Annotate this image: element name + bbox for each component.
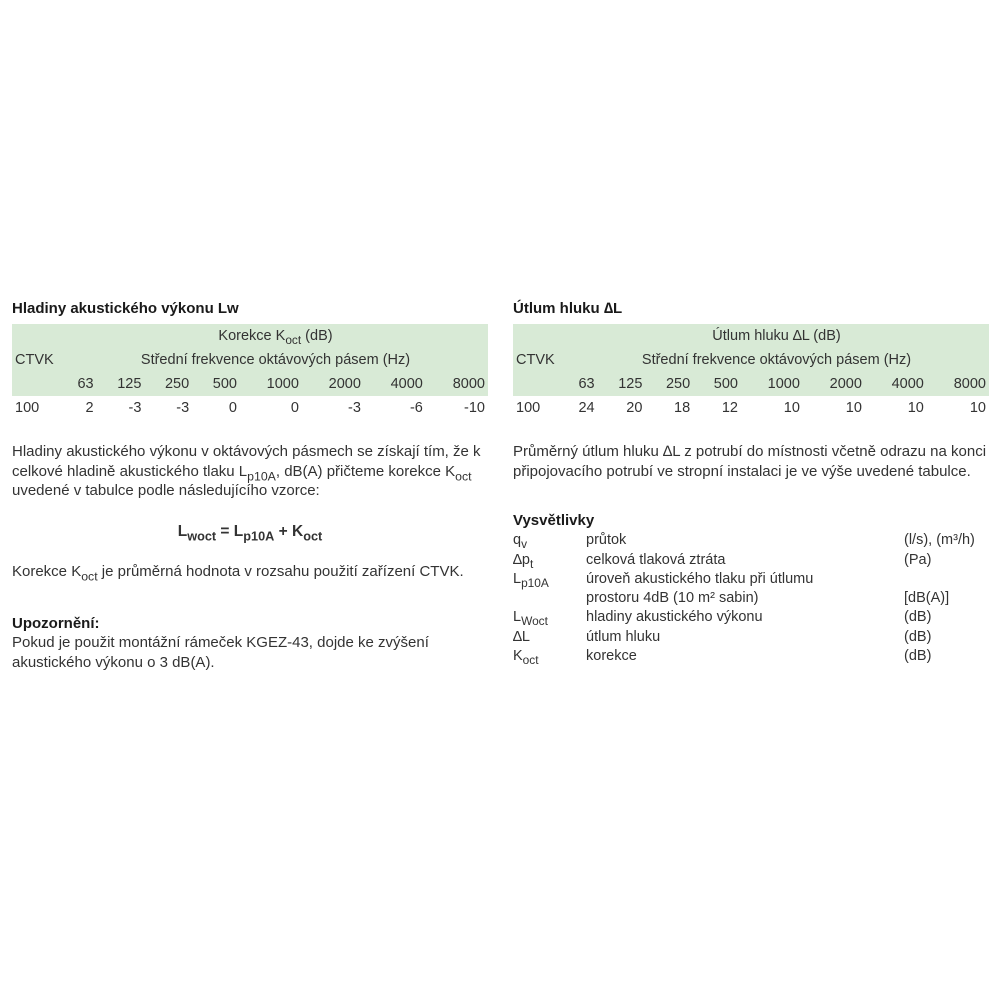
warning-title: Upozornění: — [12, 614, 100, 632]
attenuation-paragraph: Průměrný útlum hluku ∆L z potrubí do místnosti včetně odrazu na konci připojovacího potrubí ve stropní instalaci je ve výše uvedené tabulce. — [513, 443, 987, 480]
legend-text: průtok — [586, 532, 627, 549]
legend-symbol: $\Delta p_t$ — [513, 551, 534, 571]
section-title: Útlum hluku ∆L — [513, 300, 623, 317]
correction-note: Korekce $K_{oct}$ je průměrná hodnota v rozsahu použití zařízení CTVK. — [12, 563, 464, 584]
table-header-correction: Korekce $K_{oct}$ (dB) — [63, 324, 488, 348]
legend-table — [513, 530, 975, 668]
legend-unit: (dB) — [904, 648, 932, 665]
value-cell: 20 — [626, 400, 643, 416]
freq-cell: 250 — [645, 372, 693, 396]
value-cell: 10 — [969, 400, 986, 416]
correction-table — [12, 324, 488, 420]
legend-row — [513, 607, 975, 626]
table-header-attenuation: Útlum hluku ∆L (dB) — [564, 324, 989, 348]
freq-cell: 2000 — [302, 372, 364, 396]
value-cell: -6 — [409, 400, 423, 416]
legend-row — [513, 626, 975, 645]
freq-cell: 63 — [63, 372, 97, 396]
legend-row — [513, 569, 975, 588]
legend-row — [513, 549, 975, 568]
freq-cell: 125 — [598, 372, 646, 396]
attenuation-table — [513, 324, 989, 420]
freq-cell: 8000 — [426, 372, 488, 396]
warning-text: Pokud je použit montážní rámeček KGEZ-43, dojde ke zvýšení akustického výkonu o 3 dB(A). — [12, 634, 429, 671]
legend-symbol: $K_{oct}$ — [513, 648, 539, 668]
legend-text: prostoru 4dB (10 m² sabin) — [586, 590, 759, 607]
value-cell: -10 — [464, 400, 485, 416]
formula: $L_{woct} = L_{p10A} + K_{oct}$ — [177, 522, 323, 543]
value-cell: 0 — [290, 400, 299, 416]
legend-row — [513, 588, 975, 607]
freq-cell: 500 — [693, 372, 741, 396]
freq-cell: 4000 — [865, 372, 927, 396]
value-cell: 10 — [783, 400, 800, 416]
legend-unit: (dB) — [904, 628, 932, 645]
sound-power-section — [12, 298, 488, 672]
legend-row — [513, 530, 975, 549]
freq-cell: 4000 — [364, 372, 426, 396]
value-cell: -3 — [348, 400, 361, 416]
freq-cell: 1000 — [741, 372, 803, 396]
freq-cell: 8000 — [927, 372, 989, 396]
table-header-frequency: Střední frekvence oktávových pásem (Hz) — [63, 348, 488, 372]
table-header-frequency: Střední frekvence oktávových pásem (Hz) — [564, 348, 989, 372]
legend-text: úroveň akustického tlaku při útlumu — [586, 570, 814, 587]
legend-unit: (dB) — [904, 609, 932, 626]
section-title: Hladiny akustického výkonu Lw — [12, 300, 239, 317]
legend-text: útlum hluku — [586, 628, 661, 645]
warning-block — [12, 614, 488, 673]
legend-unit — [904, 569, 975, 588]
value-cell: -3 — [128, 400, 142, 416]
legend-unit: [dB(A)] — [904, 590, 950, 607]
intro-paragraph: Hladiny akustického výkonu v oktávových pásmech se získají tím, že k celkové hladině akustického tlaku $L_{p10A}$, dB(A) přičteme korekce $K_{oct}$ uvedené v tabulce podle následujícího vzorce: — [12, 443, 481, 499]
legend-unit: (l/s), (m³/h) — [904, 532, 975, 549]
legend-text: korekce — [586, 648, 637, 665]
freq-cell: 500 — [192, 372, 240, 396]
freq-cell: 125 — [97, 372, 145, 396]
value-cell: -3 — [176, 400, 190, 416]
noise-attenuation-section — [513, 298, 989, 668]
value-cell: 18 — [674, 400, 691, 416]
legend-symbol: $L_{p10A}$ — [513, 570, 549, 591]
value-cell: 12 — [721, 400, 738, 416]
legend-symbol: $L_{Woct}$ — [513, 609, 548, 629]
freq-cell: 63 — [564, 372, 598, 396]
freq-cell: 250 — [144, 372, 192, 396]
freq-cell: 1000 — [240, 372, 302, 396]
freq-cell: 2000 — [803, 372, 865, 396]
value-cell: 24 — [578, 400, 595, 416]
table-row — [12, 396, 488, 420]
legend-unit: (Pa) — [904, 551, 932, 568]
legend-symbol: ∆L — [513, 628, 530, 645]
value-cell: 2 — [85, 400, 94, 416]
legend-text: hladiny akustického výkonu — [586, 609, 763, 626]
legend-title: Vysvětlivky — [513, 512, 595, 529]
table-label-ctvk: CTVK — [513, 348, 564, 372]
row-label: 100 — [15, 400, 40, 416]
legend-text: celková tlaková ztráta — [586, 551, 726, 568]
row-label: 100 — [516, 400, 541, 416]
legend-symbol: $q_v$ — [513, 532, 528, 552]
value-cell: 10 — [845, 400, 862, 416]
table-label-ctvk: CTVK — [12, 348, 63, 372]
legend-symbol — [513, 588, 586, 607]
legend-row — [513, 646, 975, 665]
value-cell: 10 — [907, 400, 924, 416]
value-cell: 0 — [228, 400, 237, 416]
table-row — [513, 396, 989, 420]
